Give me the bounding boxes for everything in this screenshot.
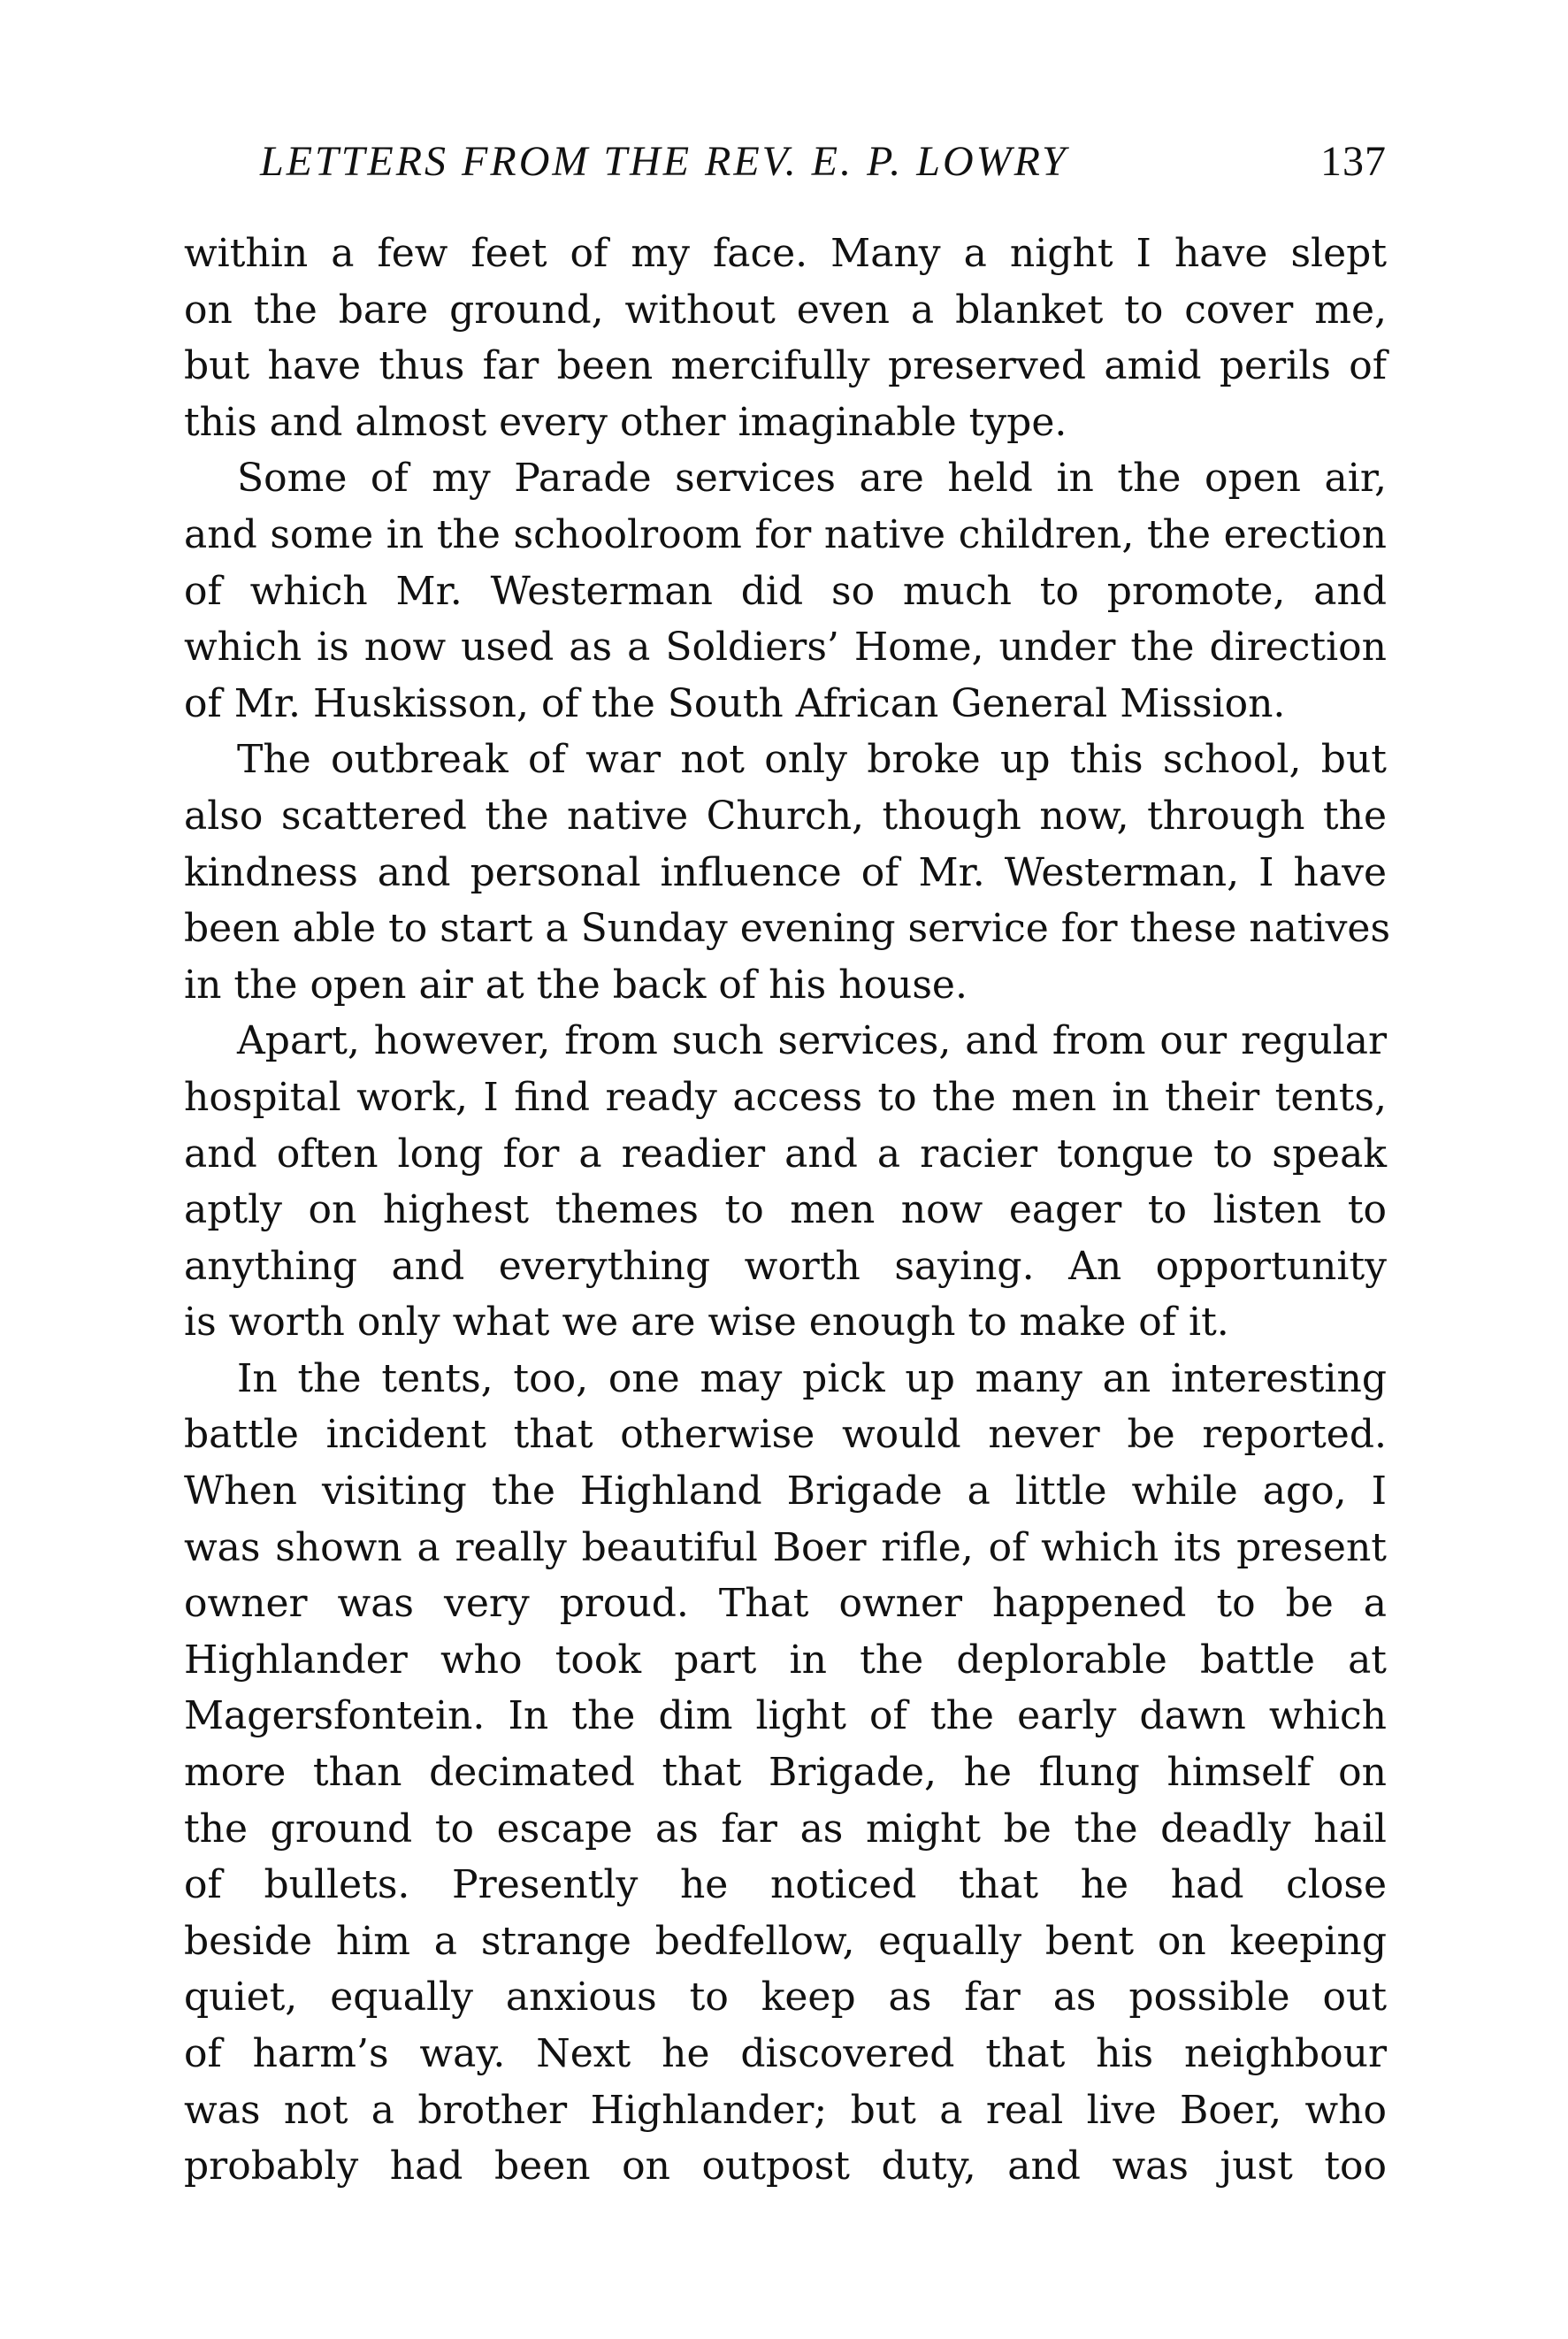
paragraph-first-line: Apart, however, from such services, and from our regular xyxy=(237,1018,1387,1064)
text-line: of harm’s way. Next he discovered that his neighbour xyxy=(184,2031,1387,2076)
text-line: kindness and personal influence of Mr. Westerman, I have xyxy=(184,849,1387,895)
text-line: and often long for a readier and a racier tongue to speak xyxy=(184,1131,1387,1177)
text-line: the ground to escape as far as might be the deadly hail xyxy=(184,1806,1387,1852)
text-line: in the open air at the back of his house. xyxy=(184,962,968,1008)
paragraph-first-line: In the tents, too, one may pick up many an interesting xyxy=(237,1355,1387,1401)
text-line: Magersfontein. In the dim light of the early dawn which xyxy=(184,1693,1387,1739)
text-line: quiet, equally anxious to keep as far as possible out xyxy=(184,1975,1387,2021)
text-line: been able to start a Sunday evening service for these natives xyxy=(184,906,1391,952)
text-line: probably had been on outpost duty, and was just too xyxy=(184,2143,1387,2189)
text-line: but have thus far been mercifully preserved amid perils of xyxy=(184,343,1387,389)
text-line: also scattered the native Church, though now, through the xyxy=(184,793,1387,839)
page-number: 137 xyxy=(1320,138,1387,185)
text-line: beside him a strange bedfellow, equally bent on keeping xyxy=(184,1918,1387,1964)
text-line: anything and everything worth saying. An opportunity xyxy=(184,1243,1387,1289)
running-title: LETTERS FROM THE REV. E. P. LOWRY xyxy=(260,138,1068,185)
body-text xyxy=(184,226,1391,2195)
text-line: within a few feet of my face. Many a night I have slept xyxy=(184,231,1387,276)
text-line: of Mr. Huskisson, of the South African General Mission. xyxy=(184,680,1286,726)
text-line: battle incident that otherwise would never be reported. xyxy=(184,1412,1387,1458)
paragraph-first-line: The outbreak of war not only broke up this school, but xyxy=(237,737,1387,783)
running-header xyxy=(184,131,1387,193)
text-line: When visiting the Highland Brigade a little while ago, I xyxy=(184,1469,1387,1515)
text-line: was not a brother Highlander; but a real live Boer, who xyxy=(184,2087,1387,2133)
paragraph-first-line: Some of my Parade services are held in the open air, xyxy=(237,456,1387,502)
text-line: this and almost every other imaginable type. xyxy=(184,399,1067,445)
text-line: which is now used as a Soldiers’ Home, under the direction xyxy=(184,625,1387,671)
text-line: is worth only what we are wise enough to make of it. xyxy=(184,1300,1229,1346)
text-line: aptly on highest themes to men now eager to listen to xyxy=(184,1187,1387,1233)
text-line: Highlander who took part in the deplorable battle at xyxy=(184,1637,1387,1683)
text-line: of bullets. Presently he noticed that he had close xyxy=(184,1862,1387,1908)
text-line: on the bare ground, without even a blanket to cover me, xyxy=(184,287,1387,333)
text-line: was shown a really beautiful Boer rifle, of which its present xyxy=(184,1524,1387,1570)
text-line: hospital work, I find ready access to the men in their tents, xyxy=(184,1074,1387,1120)
text-line: and some in the schoolroom for native children, the erection xyxy=(184,511,1387,557)
text-line: more than decimated that Brigade, he flung himself on xyxy=(184,1750,1387,1796)
text-line: owner was very proud. That owner happened to be a xyxy=(184,1581,1387,1627)
text-line: of which Mr. Westerman did so much to promote, and xyxy=(184,568,1387,614)
